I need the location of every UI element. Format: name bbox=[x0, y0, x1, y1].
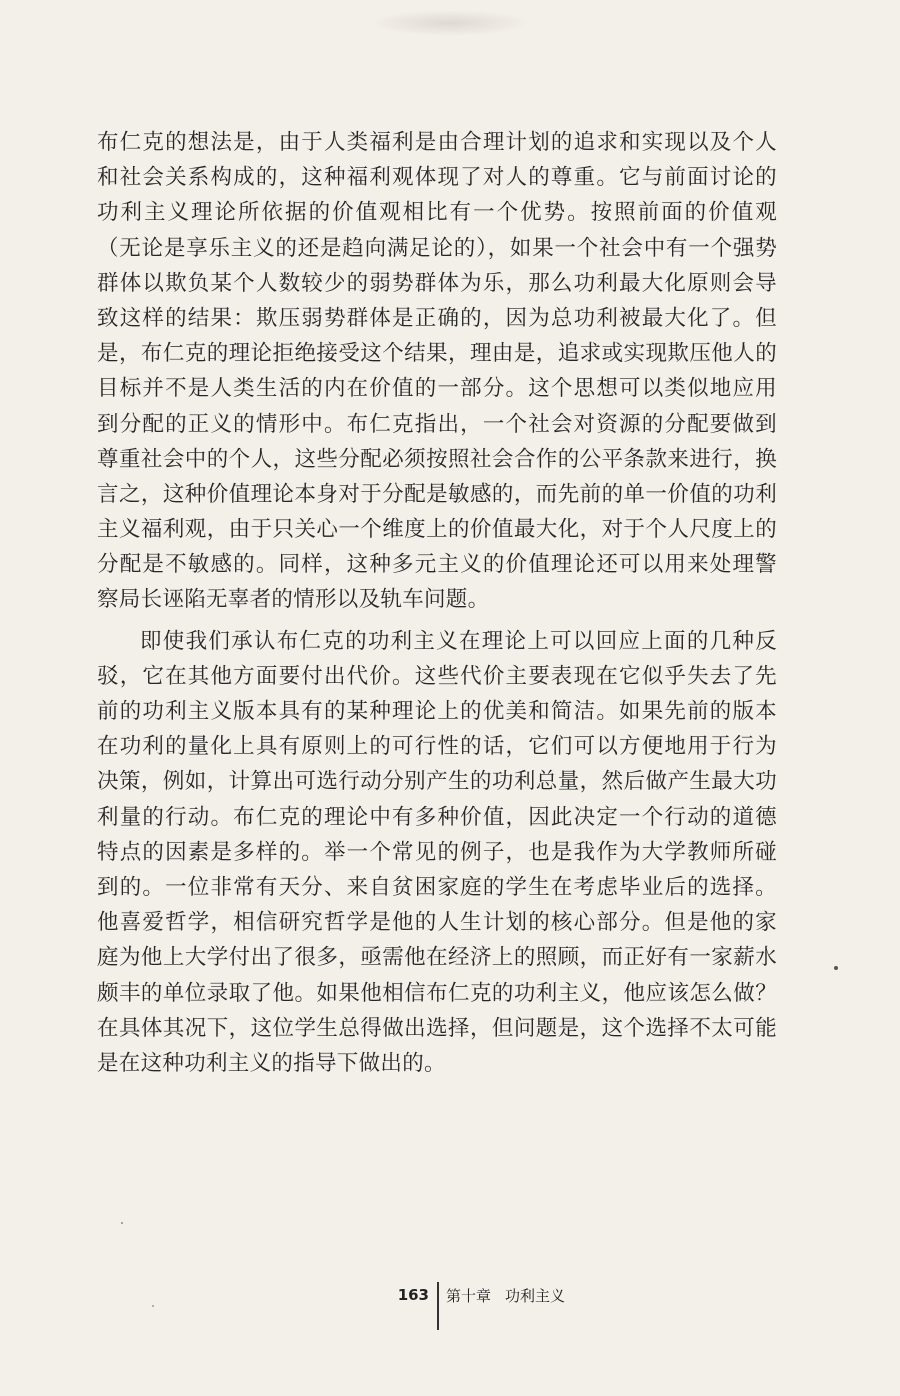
text-line: 即使我们承认布仁克的功利主义在理论上可以回应上面的几种反 bbox=[140, 628, 777, 654]
running-header bbox=[446, 1285, 565, 1306]
text-line: 特点的因素是多样的。举一个常见的例子，也是我作为大学教师所碰 bbox=[97, 839, 777, 865]
page-footer bbox=[0, 1276, 900, 1336]
text-line: 言之，这种价值理论本身对于分配是敏感的，而先前的单一价值的功利 bbox=[97, 481, 777, 507]
chapter-title: 功利主义 bbox=[505, 1287, 566, 1305]
text-line: 尊重社会中的个人，这些分配必须按照社会合作的公平条款来进行，换 bbox=[97, 446, 777, 472]
text-line: 察局长诬陷无辜者的情形以及轨车问题。 bbox=[97, 587, 490, 613]
text-line: 目标并不是人类生活的内在价值的一部分。这个思想可以类似地应用 bbox=[97, 376, 777, 402]
scan-smudge bbox=[370, 10, 530, 36]
text-line: 主义福利观，由于只关心一个维度上的价值最大化，对于个人尺度上的 bbox=[97, 517, 777, 543]
scan-speck bbox=[152, 1305, 154, 1307]
text-line: 致这样的结果：欺压弱势群体是正确的，因为总功利被最大化了。但 bbox=[97, 305, 777, 331]
page-number: 163 bbox=[397, 1286, 429, 1304]
text-line: 是，布仁克的理论拒绝接受这个结果，理由是，追求或实现欺压他人的 bbox=[97, 341, 777, 367]
text-line: 功利主义理论所依据的价值观相比有一个优势。按照前面的价值观 bbox=[97, 200, 777, 226]
text-line: 到分配的正义的情形中。布仁克指出，一个社会对资源的分配要做到 bbox=[97, 411, 777, 437]
text-line: 庭为他上大学付出了很多，亟需他在经济上的照顾，而正好有一家薪水 bbox=[97, 945, 777, 971]
paragraph-2 bbox=[97, 624, 777, 1081]
text-line: 决策，例如，计算出可选行动分别产生的功利总量，然后做产生最大功 bbox=[97, 769, 777, 795]
text-line: 颇丰的单位录取了他。如果他相信布仁克的功利主义，他应该怎么做？ bbox=[97, 980, 777, 1006]
text-line: （无论是享乐主义的还是趋向满足论的），如果一个社会中有一个强势 bbox=[97, 235, 777, 261]
text-line: 利量的行动。布仁克的理论中有多种价值，因此决定一个行动的道德 bbox=[97, 804, 777, 830]
chapter-label: 第十章 bbox=[446, 1287, 492, 1305]
text-line: 驳，它在其他方面要付出代价。这些代价主要表现在它似乎失去了先 bbox=[97, 663, 777, 689]
text-line: 布仁克的想法是，由于人类福利是由合理计划的追求和实现以及个人 bbox=[97, 130, 777, 155]
body-text bbox=[97, 125, 777, 1081]
scan-speck bbox=[121, 1222, 123, 1224]
text-line: 到的。一位非常有天分、来自贫困家庭的学生在考虑毕业后的选择。 bbox=[97, 874, 777, 900]
text-line: 前的功利主义版本具有的某种理论上的优美和简洁。如果先前的版本 bbox=[97, 699, 777, 724]
text-line: 群体以欺负某个人数较少的弱势群体为乐，那么功利最大化原则会导 bbox=[97, 270, 777, 296]
text-line: 他喜爱哲学，相信研究哲学是他的人生计划的核心部分。但是他的家 bbox=[97, 910, 777, 936]
text-line: 是在这种功利主义的指导下做出的。 bbox=[97, 1050, 446, 1076]
scan-speck bbox=[834, 966, 838, 970]
text-line: 在功利的量化上具有原则上的可行性的话，它们可以方便地用于行为 bbox=[97, 734, 777, 760]
text-line: 和社会关系构成的，这种福利观体现了对人的尊重。它与前面讨论的 bbox=[97, 165, 777, 191]
footer-divider bbox=[437, 1282, 439, 1330]
paragraph-1 bbox=[97, 125, 777, 618]
text-line: 分配是不敏感的。同样，这种多元主义的价值理论还可以用来处理警 bbox=[97, 552, 777, 578]
text-line: 在具体其况下，这位学生总得做出选择，但问题是，这个选择不太可能 bbox=[97, 1015, 777, 1041]
